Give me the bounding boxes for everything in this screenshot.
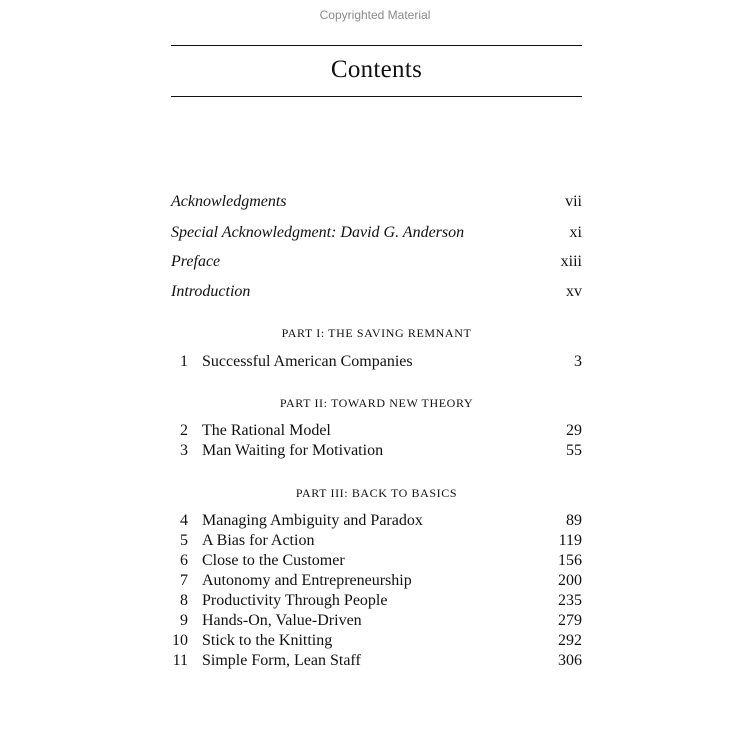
chapter-page: 279 <box>558 612 582 629</box>
chapter-title: Productivity Through People <box>202 592 388 609</box>
toc-chapter <box>171 532 582 552</box>
toc-entry-label: Special Acknowledgment: David G. Anderson <box>171 224 465 241</box>
chapter-number: 9 <box>180 612 188 629</box>
chapter-title: Stick to the Knitting <box>202 632 333 649</box>
toc-entry-label: Preface <box>171 253 221 270</box>
toc-entry-special-acknowledgment <box>171 224 582 244</box>
toc-entry-page: xiii <box>560 253 582 270</box>
page-title: Contents <box>330 56 423 83</box>
chapter-page: 89 <box>566 512 582 529</box>
chapter-title: Hands-On, Value-Driven <box>202 612 362 629</box>
toc-entry-page: vii <box>565 193 582 210</box>
part-heading: PART II: TOWARD NEW THEORY <box>279 396 474 410</box>
chapter-number: 5 <box>180 532 188 549</box>
toc-entry-acknowledgments <box>171 193 582 213</box>
toc-chapter <box>171 552 582 572</box>
toc-entry-page: xv <box>566 283 582 300</box>
chapter-number: 3 <box>180 442 188 459</box>
chapter-number: 6 <box>180 552 188 569</box>
toc-entry-introduction <box>171 283 582 303</box>
top-rule <box>171 45 582 46</box>
chapter-number: 10 <box>172 632 188 649</box>
chapter-page: 292 <box>558 632 582 649</box>
toc-chapter <box>171 592 582 612</box>
toc-entry-label: Acknowledgments <box>171 193 287 210</box>
toc-chapter <box>171 512 582 532</box>
toc-chapter <box>171 422 582 442</box>
part-heading: PART III: BACK TO BASICS <box>295 486 458 500</box>
copyright-watermark: Copyrighted Material <box>319 8 431 22</box>
chapter-number: 11 <box>172 652 188 669</box>
chapter-page: 55 <box>566 442 582 459</box>
bottom-rule <box>171 96 582 97</box>
chapter-title: Man Waiting for Motivation <box>202 442 384 459</box>
toc-chapter <box>171 612 582 632</box>
chapter-page: 235 <box>558 592 582 609</box>
chapter-page: 306 <box>558 652 582 669</box>
chapter-number: 2 <box>180 422 188 439</box>
chapter-title: Managing Ambiguity and Paradox <box>202 512 423 529</box>
toc-chapter <box>171 652 582 672</box>
chapter-page: 3 <box>574 353 582 370</box>
chapter-title: A Bias for Action <box>202 532 315 549</box>
toc-entry-label: Introduction <box>171 283 251 300</box>
toc-entry-preface <box>171 253 582 273</box>
chapter-title: The Rational Model <box>202 422 331 439</box>
chapter-title: Autonomy and Entrepreneurship <box>202 572 412 589</box>
chapter-title: Close to the Customer <box>202 552 345 569</box>
toc-chapter <box>171 632 582 652</box>
toc-chapter <box>171 572 582 592</box>
chapter-number: 1 <box>180 353 188 370</box>
chapter-number: 4 <box>180 512 188 529</box>
chapter-title: Simple Form, Lean Staff <box>202 652 361 669</box>
toc-chapter <box>171 353 582 373</box>
chapter-page: 119 <box>558 532 582 549</box>
chapter-number: 7 <box>180 572 188 589</box>
chapter-title: Successful American Companies <box>202 353 413 370</box>
toc-chapter <box>171 442 582 462</box>
chapter-page: 29 <box>566 422 582 439</box>
toc-entry-page: xi <box>569 224 582 241</box>
chapter-page: 156 <box>558 552 582 569</box>
part-heading: PART I: THE SAVING REMNANT <box>281 326 472 340</box>
chapter-number: 8 <box>180 592 188 609</box>
chapter-page: 200 <box>558 572 582 589</box>
